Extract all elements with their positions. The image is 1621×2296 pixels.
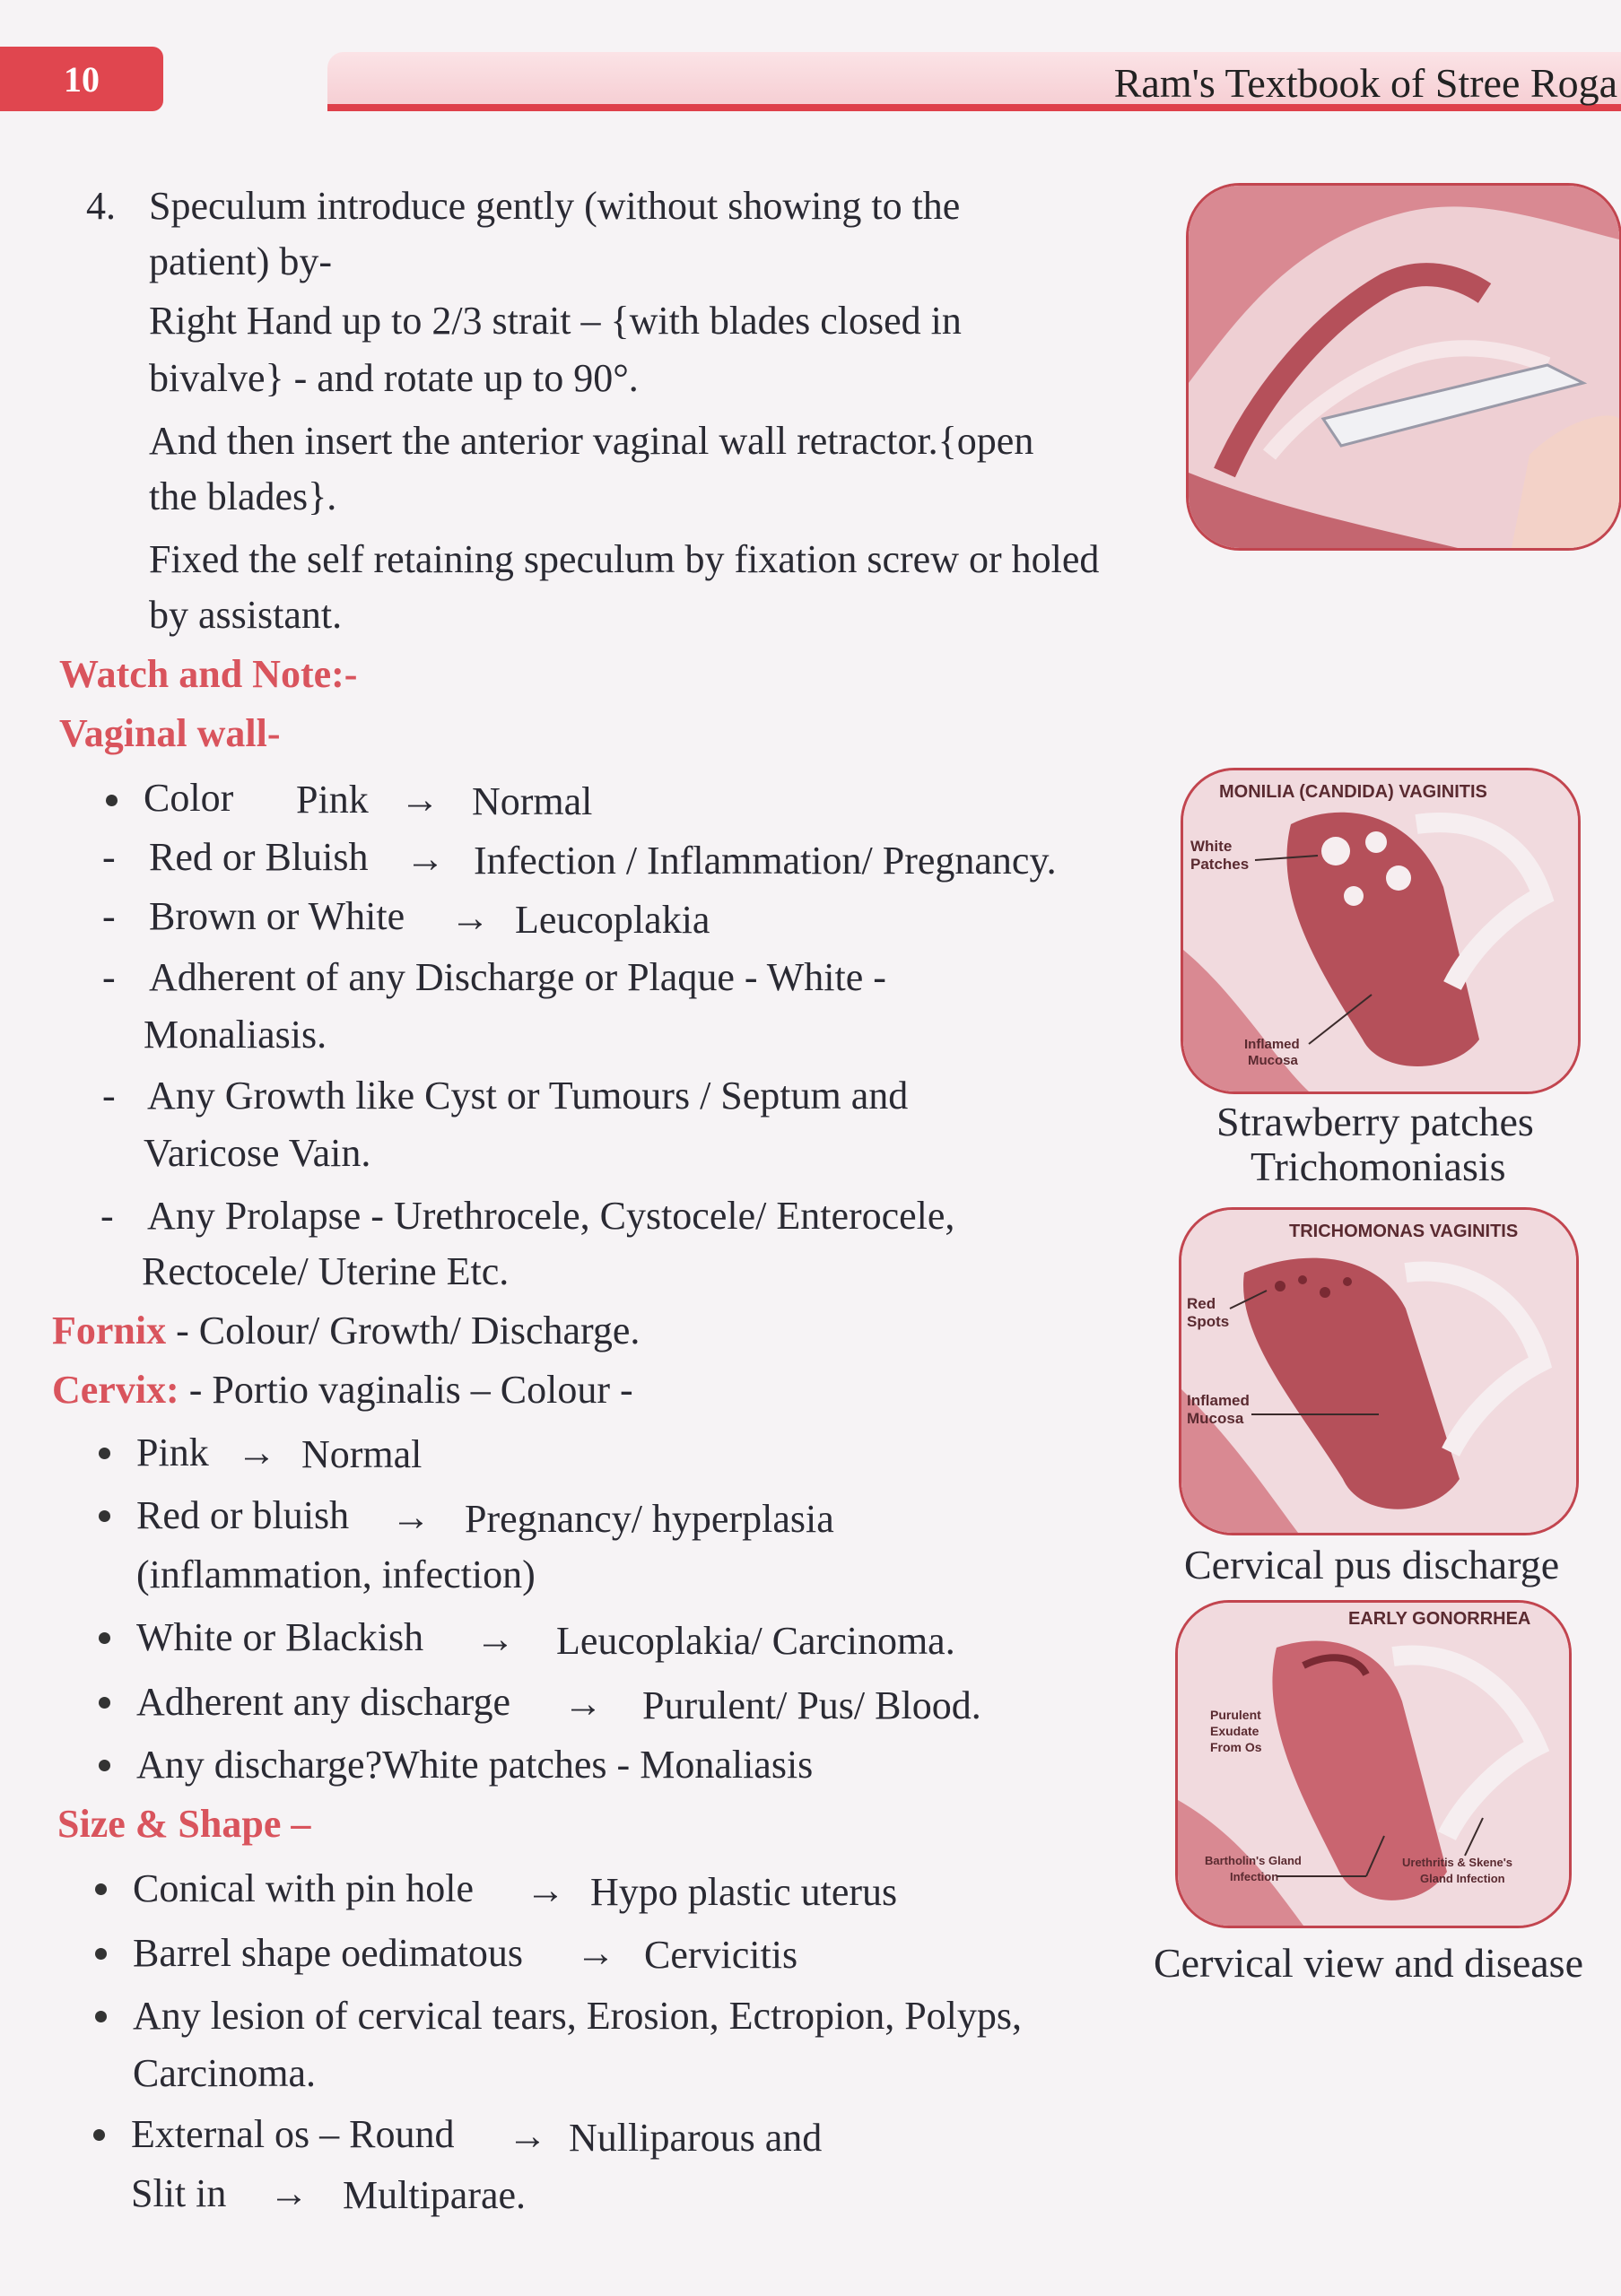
caption-cervical-view: Cervical view and disease [1154, 1940, 1583, 1986]
bullet [93, 2129, 105, 2141]
arrow-icon: → [450, 896, 490, 940]
step-number: 4. [86, 184, 116, 228]
cervix-line [52, 1370, 633, 1410]
cervix-item-3-b: Leucoplakia/ Carcinoma. [556, 1619, 955, 1663]
watch-heading: Watch and Note:- [59, 652, 358, 696]
figure-label: Patches [1190, 856, 1250, 873]
figure-label: Mucosa [1248, 1053, 1298, 1068]
dash: - [100, 1194, 114, 1238]
bullet [99, 1510, 110, 1522]
bullet [99, 1448, 110, 1459]
vaginal-item-2-a: Brown or White [149, 894, 405, 938]
cervix-item-2-a: Red or bluish [136, 1493, 350, 1537]
early-gonorrhea-illustration [1175, 1600, 1572, 1928]
step4-line-5: And then insert the anterior vaginal wall retractor.{open [149, 419, 1034, 463]
step4-line-4: bivalve} - and rotate up to 90°. [149, 356, 639, 400]
cervix-item-2-b: Pregnancy/ hyperplasia [465, 1497, 834, 1541]
step4-line-2: patient) by- [149, 239, 333, 283]
size-item-3-line-1: Any lesion of cervical tears, Erosion, Ectropion, Polyps, [133, 1994, 1023, 2038]
trichomonas-vaginitis-illustration [1179, 1207, 1579, 1535]
fornix-text: - Colour/ Growth/ Discharge. [166, 1309, 641, 1352]
arrow-icon: → [526, 1868, 565, 1912]
speculum-insertion-illustration [1186, 183, 1621, 551]
bullet [95, 1948, 107, 1960]
fornix-line [52, 1311, 640, 1351]
size-item-4-d: Multiparae. [343, 2173, 527, 2217]
arrow-icon: → [405, 837, 445, 881]
figure-label: Inflamed [1187, 1392, 1250, 1409]
size-item-3-line-2: Carcinoma. [133, 2051, 317, 2095]
vaginal-item-3-line-1: Adherent of any Discharge or Plaque - White - [149, 955, 886, 999]
vaginal-item-1-b: Infection / Inflammation/ Pregnancy. [474, 839, 1057, 883]
dash: - [102, 1074, 116, 1118]
bullet [99, 1697, 110, 1709]
size-item-1-a: Conical with pin hole [133, 1866, 475, 1910]
cervix-item-1-b: Normal [301, 1432, 423, 1476]
dash: - [102, 835, 116, 879]
arrow-icon: → [576, 1931, 615, 1975]
bullet [99, 1632, 110, 1644]
cervix-text: - Portio vaginalis – Colour - [179, 1368, 633, 1412]
cervix-item-5: Any discharge?White patches - Monaliasis [136, 1743, 814, 1787]
figure-label: Infection [1230, 1870, 1279, 1883]
vaginal-heading: Vaginal wall- [59, 711, 281, 755]
step4-line-1: Speculum introduce gently (without showing to the [149, 184, 961, 228]
figure-label: Bartholin's Gland [1205, 1854, 1302, 1867]
figure-label: Red [1187, 1295, 1216, 1312]
cervix-item-2-line-2: (inflammation, infection) [136, 1552, 536, 1596]
figure-label: White [1190, 838, 1233, 855]
figure-label: From Os [1210, 1740, 1262, 1754]
figure-title: MONILIA (CANDIDA) VAGINITIS [1219, 782, 1487, 802]
figure-label: Urethritis & Skene's [1402, 1856, 1513, 1869]
fornix-label: Fornix [52, 1309, 167, 1352]
figure-title: EARLY GONORRHEA [1348, 1609, 1531, 1629]
dash: - [102, 894, 116, 938]
monilia-vaginitis-illustration [1181, 768, 1581, 1094]
caption-cervical-pus: Cervical pus discharge [1184, 1542, 1560, 1587]
bullet [95, 1883, 107, 1895]
page-number: 10 [0, 47, 163, 111]
arrow-icon: → [391, 1495, 431, 1539]
dash: - [102, 955, 116, 999]
vaginal-item-4-line-2: Varicose Vain. [144, 1131, 371, 1175]
figure-label: Gland Infection [1420, 1872, 1505, 1885]
step4-line-6: the blades}. [149, 474, 337, 518]
caption-trichomoniasis: Trichomoniasis [1251, 1144, 1506, 1189]
size-item-2-b: Cervicitis [644, 1933, 798, 1977]
vaginal-item-3-line-2: Monaliasis. [144, 1013, 327, 1057]
step4-line-7: Fixed the self retaining speculum by fixation screw or holed [149, 537, 1100, 581]
arrow-icon: → [508, 2114, 547, 2158]
color-value: Pink [296, 778, 369, 822]
step4-line-8: by assistant. [149, 593, 343, 637]
vaginal-item-5-line-2: Rectocele/ Uterine Etc. [142, 1249, 510, 1293]
size-item-4-a: External os – Round [131, 2112, 455, 2156]
size-item-1-b: Hypo plastic uterus [590, 1870, 898, 1914]
vaginal-item-5-line-1: Any Prolapse - Urethrocele, Cystocele/ Enterocele, [147, 1194, 955, 1238]
vaginal-item-2-b: Leucoplakia [515, 898, 710, 942]
cervix-label: Cervix: [52, 1368, 179, 1412]
bullet [95, 2011, 107, 2022]
cervix-item-3-a: White or Blackish [136, 1615, 424, 1659]
caption-strawberry: Strawberry patches [1216, 1099, 1534, 1144]
vaginal-item-1-a: Red or Bluish [149, 835, 369, 879]
bullet [106, 795, 118, 806]
arrow-icon: → [269, 2171, 309, 2215]
size-heading: Size & Shape – [57, 1802, 311, 1846]
color-result: Normal [472, 779, 593, 823]
cervix-item-4-a: Adherent any discharge [136, 1680, 511, 1724]
book-title: Ram's Textbook of Stree Roga [1113, 60, 1617, 106]
size-item-4-c: Slit in [131, 2171, 227, 2215]
cervix-item-4-b: Purulent/ Pus/ Blood. [642, 1683, 981, 1727]
arrow-icon: → [475, 1617, 515, 1661]
size-item-4-b: Nulliparous and [569, 2116, 823, 2160]
arrow-icon: → [400, 778, 440, 822]
figure-label: Purulent [1210, 1708, 1261, 1722]
arrow-icon: → [237, 1431, 276, 1474]
figure-label: Mucosa [1187, 1410, 1244, 1427]
vaginal-item-4-line-1: Any Growth like Cyst or Tumours / Septum and [147, 1074, 909, 1118]
figure-label: Inflamed [1244, 1037, 1300, 1052]
bullet [99, 1760, 110, 1771]
color-label: Color [144, 776, 234, 820]
figure-label: Spots [1187, 1313, 1230, 1330]
arrow-icon: → [563, 1682, 603, 1726]
cervix-item-1-a: Pink [136, 1431, 209, 1474]
figure-title: TRICHOMONAS VAGINITIS [1289, 1222, 1519, 1241]
figure-label: Exudate [1210, 1724, 1259, 1738]
step4-line-3: Right Hand up to 2/3 strait – {with blades closed in [149, 299, 962, 343]
size-item-2-a: Barrel shape oedimatous [133, 1931, 523, 1975]
